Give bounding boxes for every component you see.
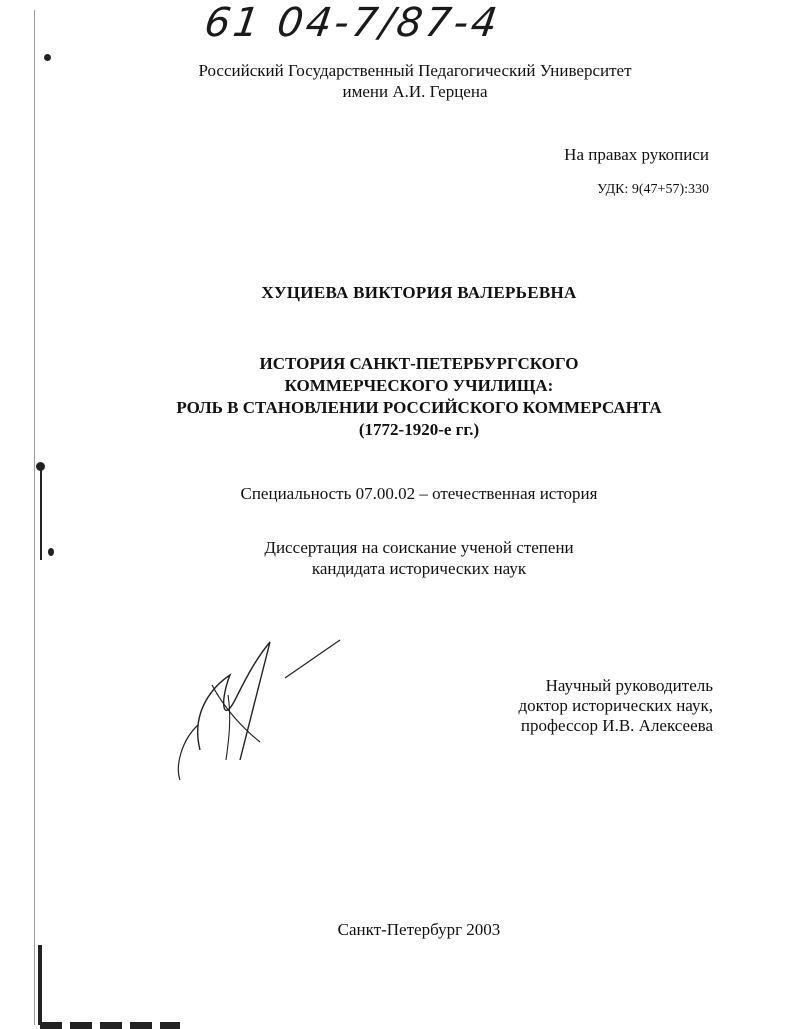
institution-line-2: имени А.И. Герцена (342, 82, 488, 101)
degree-line-1: Диссертация на соискание ученой степени (264, 538, 574, 557)
author-name: ХУЦИЕВА ВИКТОРИЯ ВАЛЕРЬЕВНА (261, 283, 577, 302)
archive-code-handwritten: 61 04-7/87-4 (201, 0, 503, 46)
supervisor-line-3: профессор И.В. Алексеева (520, 716, 713, 735)
specialty: Специальность 07.00.02 – отечественная история (240, 484, 598, 503)
institution-line-1: Российский Государственный Педагогический Университет (198, 61, 632, 80)
supervisor-line-1: Научный руководитель (545, 676, 713, 695)
institution-name (0, 60, 798, 102)
title-line-2: КОММЕРЧЕСКОГО УЧИЛИЩА: (284, 376, 554, 395)
supervisor-line-2: доктор исторических наук, (518, 696, 713, 715)
manuscript-note: На правах рукописи (564, 145, 709, 164)
dissertation-title (0, 353, 798, 441)
scan-mark (38, 945, 42, 1025)
title-line-1: ИСТОРИЯ САНКТ-ПЕТЕРБУРГСКОГО (259, 354, 579, 373)
scan-edge-line (34, 10, 35, 1025)
scan-bottom-bar (40, 1022, 180, 1029)
degree-statement (0, 537, 798, 579)
degree-line-2: кандидата исторических наук (311, 559, 527, 578)
udk-code: УДК: 9(47+57):330 (597, 182, 709, 197)
signature-mark (160, 630, 360, 790)
city-year: Санкт-Петербург 2003 (337, 920, 501, 939)
title-line-4: (1772-1920-е гг.) (358, 420, 480, 439)
title-line-3: РОЛЬ В СТАНОВЛЕНИИ РОССИЙСКОГО КОММЕРСАНТА (176, 398, 662, 417)
supervisor-block (518, 676, 713, 736)
